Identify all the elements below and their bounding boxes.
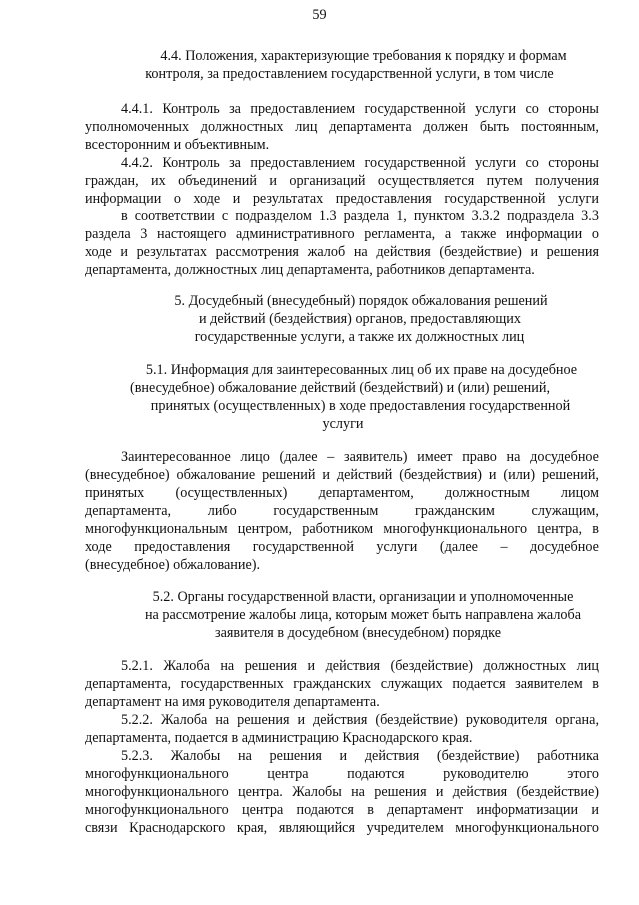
text-line: 5.2. Органы государственной власти, организации и уполномоченные [152, 589, 574, 605]
text-line: граждан, их объединений и организаций осуществляется путем получения [85, 173, 599, 189]
text-line: и действий (бездействия) органов, предоставляющих [199, 311, 521, 327]
text-line: государственные услуги, а также их должностных лиц [194, 329, 525, 345]
text-line: принятых (осуществленных) департаментом, должностным лицом [85, 485, 599, 501]
text-line: департамента, либо государственным гражданским служащим, [85, 503, 599, 519]
text-line: ходе предоставления государственной услуги (далее – досудебное [85, 539, 599, 555]
text-line: всесторонним и объективным. [85, 137, 270, 153]
text-line: многофункциональным центром, работником многофункционального центра, в [85, 521, 599, 537]
text-line: ходе и результатах рассмотрения жалоб на действия (бездействие) и решения [85, 244, 599, 260]
text-line: услуги [322, 416, 364, 432]
text-line: департамента, должностных лиц департамента, работников департамента. [85, 262, 535, 278]
text-line: (внесудебное) обжалование решений и действий (бездействия) и (или) решений, [85, 467, 599, 483]
text-line: (внесудебное) обжалование действий (бездействий) и (или) решений, [129, 380, 551, 396]
text-line: в соответствии с подразделом 1.3 раздела 1, пунктом 3.3.2 подраздела 3.3 [121, 208, 599, 224]
text-line: 5.1. Информация для заинтересованных лиц об их праве на досудебное [145, 362, 578, 378]
text-line: Заинтересованное лицо (далее – заявитель) имеет право на досудебное [121, 449, 599, 465]
text-line: контроля, за предоставлением государственной услуги, в том числе [145, 66, 554, 82]
text-line: 4.4. Положения, характеризующие требования к порядку и формам [160, 48, 567, 64]
text-line: связи Краснодарского края, являющийся учредителем многофункционального [85, 820, 599, 836]
text-line: 5.2.2. Жалоба на решения и действия (бездействие) руководителя органа, [121, 712, 599, 728]
text-line: многофункционального центра. Жалобы на решения и действия (бездействие) [85, 784, 599, 800]
text-line: 5.2.1. Жалоба на решения и действия (бездействие) должностных лиц [121, 658, 599, 674]
page-number: 59 [312, 7, 327, 23]
text-line: принятых (осуществленных) в ходе предоставления государственной [150, 398, 571, 414]
text-line: департамента, подается в администрацию Краснодарского края. [85, 730, 473, 746]
text-line: 4.4.1. Контроль за предоставлением государственной услуги со стороны [121, 101, 599, 117]
text-line: 4.4.2. Контроль за предоставлением государственной услуги со стороны [121, 155, 599, 171]
text-line: многофункционального центра подаются в департамент информатизации и [85, 802, 599, 818]
text-line: информации о ходе и результатах предоставления государственной услуги [85, 191, 599, 207]
text-line: раздела 3 настоящего административного регламента, а также информации о [85, 226, 599, 242]
text-line: многофункционального центра подаются руководителю этого [85, 766, 599, 782]
text-line: 5.2.3. Жалобы на решения и действия (бездействие) работника [121, 748, 599, 764]
text-line: (внесудебное) обжалование). [85, 557, 261, 573]
text-line: заявителя в досудебном (внесудебном) порядке [215, 625, 501, 641]
text-line: уполномоченных должностных лиц департамента должен быть постоянным, [85, 119, 599, 135]
text-line: на рассмотрение жалобы лица, которым может быть направлена жалоба [144, 607, 582, 623]
text-line: департамента, государственных гражданских служащих подается заявителем в [85, 676, 599, 692]
text-line: 5. Досудебный (внесудебный) порядок обжалования решений [174, 293, 548, 309]
text-line: департамент на имя руководителя департамента. [85, 694, 380, 710]
